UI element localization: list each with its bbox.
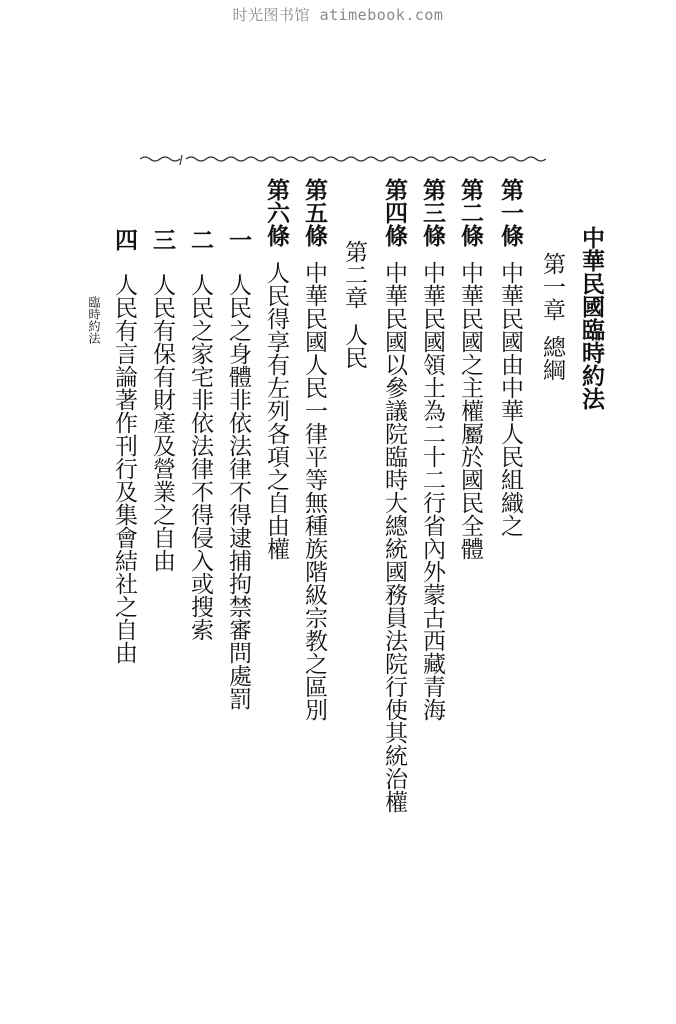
article-3 (420, 178, 444, 721)
list-item-3 (150, 228, 174, 572)
item-label: 二 (187, 228, 214, 251)
item-label: 一 (225, 228, 252, 251)
article-1 (498, 178, 522, 537)
item-text: 人民之家宅非依法律不得侵入或搜索 (187, 273, 213, 641)
chapter-heading: 第一章總綱 (539, 252, 565, 381)
item-text: 人民之身體非依法律不得逮捕拘禁審問處罰 (225, 273, 251, 710)
item-label: 三 (149, 228, 176, 251)
list-item-4 (112, 228, 136, 664)
document-title: 中華民國臨時約法 (578, 226, 605, 410)
article-label: 第四條 (381, 178, 408, 247)
article-4 (382, 178, 406, 813)
article-label: 第三條 (419, 178, 446, 247)
item-text: 人民有言論著作刊行及集會結社之自由 (111, 273, 137, 664)
article-text: 人民得享有左列各項之自由權 (263, 261, 289, 560)
list-item-2 (188, 228, 212, 641)
item-text: 人民有保有財產及營業之自由 (149, 273, 175, 572)
article-label: 第一條 (497, 178, 524, 247)
list-item-1 (226, 228, 250, 710)
running-head: 臨時約法 (87, 296, 101, 344)
article-6 (264, 178, 288, 560)
chapter-heading: 第二章人民 (341, 240, 367, 369)
article-label: 第五條 (301, 178, 328, 247)
article-text: 中華民國以參議院臨時大總統國務員法院行使其統治權 (381, 261, 407, 813)
article-text: 中華民國領土為二十二行省內外蒙古西藏青海 (419, 261, 445, 721)
article-2 (458, 178, 482, 560)
header-rule (140, 152, 546, 166)
item-label: 四 (111, 228, 138, 251)
article-text: 中華民國由中華人民組織之 (497, 261, 523, 537)
watermark: 时光图书馆 atimebook.com (232, 6, 444, 24)
article-label: 第二條 (457, 178, 484, 247)
article-text: 中華民國人民一律平等無種族階級宗教之區別 (301, 261, 327, 721)
article-label: 第六條 (263, 178, 290, 247)
article-text: 中華民國之主權屬於國民全體 (457, 261, 483, 560)
article-5 (302, 178, 326, 721)
